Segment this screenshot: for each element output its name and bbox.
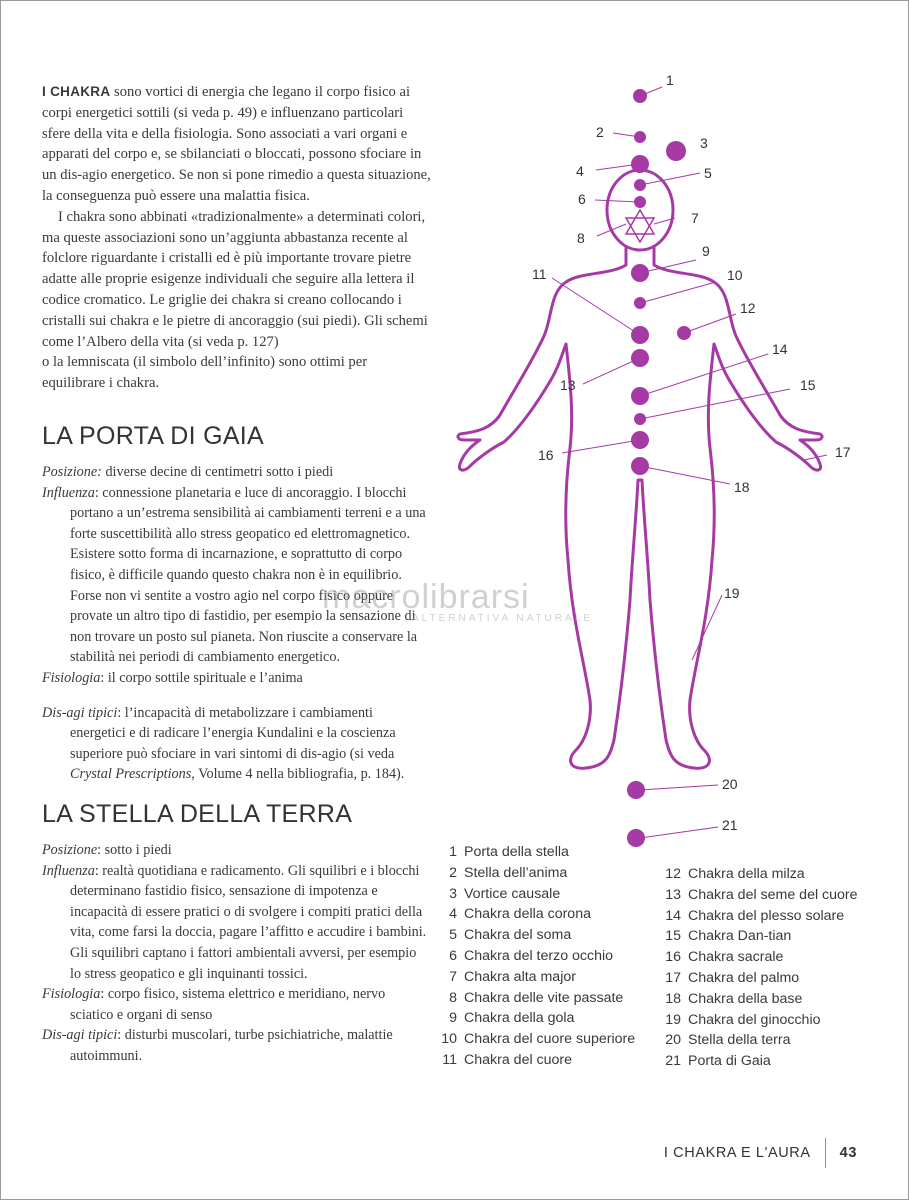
legend-item-name: Stella dell’anima [464,864,568,881]
legend-item-number: 8 [449,989,457,1006]
terra-position-text: : sotto i piedi [97,842,172,858]
section-title-terra: LA STELLA DELLA TERRA [42,800,353,828]
legend-item-number: 9 [449,1010,457,1027]
legend-item-number: 2 [449,864,457,881]
legend-item-number: 6 [449,947,457,964]
chakra-dot-11 [631,326,649,344]
legend-item [440,904,635,925]
legend-item-number: 18 [665,990,681,1007]
legend-item-number: 11 [442,1051,457,1068]
terra-physiology-label: Fisiologia [42,986,101,1003]
legend-item-number: 13 [665,886,681,903]
label-10: 10 [727,267,743,283]
gaia-influence [42,483,427,668]
chakra-dot-18 [631,457,649,475]
legend-item-name: Chakra della gola [464,1010,575,1027]
legend-item [440,946,635,967]
legend-item-number: 1 [449,844,457,860]
intro-paragraph-2 [42,207,432,394]
legend-item-number: 20 [665,1032,681,1049]
gaia-disagi-text-2: , Volume 4 nella bibliografia, p. 184). [191,766,405,783]
chakra-dot-4 [631,155,649,173]
label-4: 4 [576,163,584,179]
chakra-dots [627,89,691,847]
intro-paragraph [42,82,432,207]
legend-item-name: Chakra della corona [464,906,591,923]
legend-item [440,1050,635,1071]
section-terra [42,840,427,1067]
legend-item-number: 12 [665,866,681,882]
label-18: 18 [734,479,750,495]
legend-item [664,947,858,968]
legend-item-name: Chakra delle vite passate [464,989,624,1006]
legend-item [664,885,858,906]
label-7: 7 [691,210,699,226]
legend-item-name: Stella della terra [688,1032,791,1049]
gaia-disagi-label: Dis-agi tipici [42,704,118,721]
legend-item-name: Chakra del ginocchio [688,1011,821,1028]
terra-disagi-text: : disturbi muscolari, turbe psichiatriche, malattie autoimmuni. [70,1027,393,1064]
terra-physiology [42,984,427,1025]
chakra-dot-10 [634,297,646,309]
legend-item-number: 4 [449,906,457,923]
legend-item-number: 10 [441,1031,457,1048]
legend-item-name: Chakra del cuore superiore [464,1031,636,1048]
terra-influence [42,861,427,985]
legend-item [664,906,858,927]
legend-item [440,863,635,884]
legend-item-name: Chakra del terzo occhio [464,947,614,964]
label-2: 2 [596,124,604,140]
legend-item [440,967,635,988]
footer-section-title: I CHAKRA E L'AURA [663,1145,811,1161]
legend-item-name: Chakra del seme del cuore [688,886,858,903]
star-of-david-icon [626,210,654,242]
legend-item-name: Chakra della base [688,990,803,1007]
chakra-dot-3 [666,141,686,161]
gaia-influence-text: : connessione planetaria e luce di ancoraggio. I blocchi portano a un’estrema sensibilità ai cambiamenti terreni e a una forte suscettibilità allo stress geopatico ed elettromagnetico. Esistere sotto forma di incarnazione, e soprattutto di corpo fisico, è difficile quando questo chakra non è in equilibrio. Forse non vi sentite a vostro agio nel corpo fisico oppure provate un altro tipo di fastidio, per esempio la sensazione di non trovare un posto sul pianeta. Non riuscite a conservare la stabilità nei periodi di cambiamento energetico. [70,484,426,666]
label-19: 19 [724,585,740,601]
gaia-position-label: Posizione: [42,464,102,480]
legend-item [440,884,635,905]
legend-item [440,925,635,946]
legend-item [440,1008,635,1029]
gaia-position-text: diverse decine di centimetri sotto i piedi [101,464,334,480]
legend-item-number: 7 [449,968,457,985]
label-11: 11 [532,266,547,282]
legend-item [664,1051,858,1072]
legend-item [440,842,635,863]
label-17: 17 [835,444,851,460]
gaia-physiology [42,668,427,689]
chakra-body-figure [440,60,909,860]
label-12: 12 [740,300,756,316]
footer-divider [825,1138,826,1168]
gaia-physiology-label: Fisiologia [42,669,101,686]
gaia-disagi [42,703,427,785]
label-13: 13 [560,377,576,393]
terra-physiology-text: : corpo fisico, sistema elettrico e meridiano, nervo sciatico e organi di senso [70,986,386,1023]
chakra-dot-16 [631,431,649,449]
label-3: 3 [700,135,708,151]
watermark [322,578,593,624]
chakra-dot-12 [677,326,691,340]
gaia-disagi-text-1: : l’incapacità di metabolizzare i cambiamenti energetici e di radicare l’energia Kundalini e la coscienza superiore può sfociare in vari sintomi di dis-agio (si veda [70,704,396,762]
terra-position-label: Posizione [42,842,98,858]
intro-lead: I CHAKRA [42,84,111,99]
label-21: 21 [722,817,738,833]
gaia-physiology-text: : il corpo sottile spirituale e l’anima [100,669,303,686]
legend-item-name: Chakra del plesso solare [688,907,845,924]
intro-column [42,82,432,394]
watermark-tagline: ALTERNATIVA NATURALE [412,613,593,624]
legend-item-name: Porta di Gaia [688,1053,771,1070]
legend-item-name: Chakra sacrale [688,949,784,966]
label-14: 14 [772,341,788,357]
legend-item-name: Vortice causale [464,885,561,902]
intro-text-2a: I chakra sono abbinati «tradizionalmente» a determinati colori, ma queste associazioni sono un’aggiunta abbastanza recente al folclore riguardante i cristalli ed è più importante trovare pietre adatte alle proprie esigenze individuali che seguire alla lettera il codice cromatico. Le griglie dei chakra si creano collocando i cristalli sui chakra e le pietre di ancoraggio (sui piedi). Gli schemi come l’Albero della vita (si veda p. 127) [42,208,428,350]
legend-item-name: Porta della stella [464,844,569,860]
chakra-dot-14 [631,387,649,405]
legend-item-name: Chakra del cuore [464,1051,573,1068]
legend-item [664,968,858,989]
terra-influence-text: : realtà quotidiana e radicamento. Gli squilibri e i blocchi determinano fastidio fisico, sensazione di impotenza e incapacità di essere pratici o di svolgere i compiti pratici della vita, come farsi la doccia, pagare l’affitto e accudire i bambini. Gli squilibri captano i fattori ambientali avversi, per esempio lo stress geopatico e gli inquinanti tossici. [70,862,427,982]
terra-influence-label: Influenza [42,862,95,879]
legend-right [664,864,858,1072]
legend-item-name: Chakra alta major [464,968,576,985]
label-8: 8 [577,230,585,246]
section-title-gaia: LA PORTA DI GAIA [42,422,265,450]
legend-item [440,1029,635,1050]
legend-item-name: Chakra della milza [688,866,805,882]
legend-item [664,864,858,885]
label-16: 16 [538,447,554,463]
page-number: 43 [839,1145,857,1161]
gaia-influence-label: Influenza [42,484,95,501]
legend-item [664,1030,858,1051]
terra-disagi-label: Dis-agi tipici [42,1027,118,1044]
terra-disagi [42,1025,427,1066]
legend-item-name: Chakra del palmo [688,969,800,986]
body-diagram-svg [440,60,909,860]
legend-item-number: 15 [665,928,681,945]
chakra-dot-15 [634,413,646,425]
leader-lines [552,87,827,838]
chakra-dot-6 [634,196,646,208]
chakra-dot-5 [634,179,646,191]
label-1: 1 [666,72,674,88]
chakra-dot-13 [631,349,649,367]
legend-item-number: 17 [665,969,681,986]
terra-position [42,840,427,861]
legend-item-number: 14 [665,907,681,924]
page-footer [664,1138,857,1168]
label-20: 20 [722,776,738,792]
chakra-dot-20 [627,781,645,799]
gaia-position [42,462,427,483]
legend-item [664,1010,858,1031]
label-5: 5 [704,165,712,181]
label-6: 6 [578,191,586,207]
watermark-logo: macrolibrarsi [322,578,530,616]
legend-item-number: 16 [665,949,681,966]
chakra-dot-2 [634,131,646,143]
legend-item-name: Chakra del soma [464,927,572,944]
legend-item-name: Chakra Dan-tian [688,928,792,945]
legend-left [440,842,635,1071]
label-9: 9 [702,243,710,259]
intro-text-2b: o la lemniscata (il simbolo dell’infinito) sono ottimi per equilibrare i chakra. [42,354,368,392]
intro-text-1: sono vortici di energia che legano il corpo fisico ai corpi energetici sottili (si veda p. 49) e influenzano particolari sfere della vita e della fisiologia. Sono associati a vari organi e apparati del corpo e, se sbilanciati o bloccati, possono sfociare in un dis-agio energetico. Se non si pone rimedio a questa situazione, la conseguenza può essere una malattia fisica. [42,84,431,204]
legend-item-number: 19 [665,1011,681,1028]
legend-item [440,988,635,1009]
gaia-disagi-reference: Crystal Prescriptions [70,766,192,783]
chakra-dot-1 [633,89,647,103]
label-15: 15 [800,377,816,393]
legend-item-number: 3 [449,885,457,902]
chakra-dot-9 [631,264,649,282]
legend-item-number: 21 [665,1053,681,1070]
legend-item-number: 5 [449,927,457,944]
legend-item [664,989,858,1010]
legend-item [664,926,858,947]
